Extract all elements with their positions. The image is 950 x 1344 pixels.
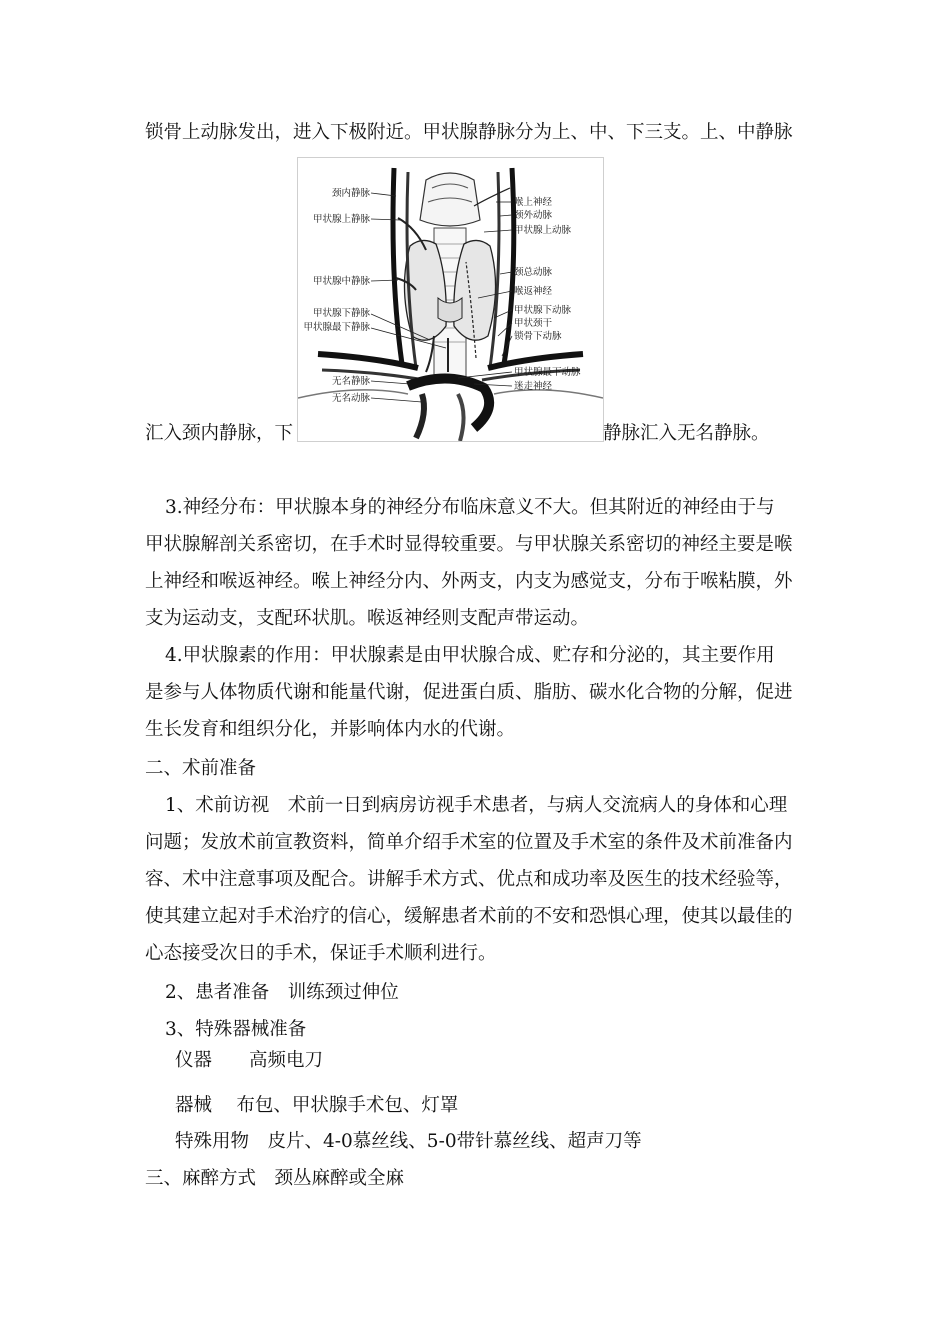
text-line: 问题；发放术前宣教资料，简单介绍手术室的位置及手术室的条件及术前准备内 bbox=[145, 832, 793, 853]
text-line: 特殊用物 皮片、4-0慕丝线、5-0带针慕丝线、超声刀等 bbox=[175, 1131, 642, 1152]
text-line: 生长发育和组织分化，并影响体内水的代谢。 bbox=[145, 719, 516, 740]
label-external-carotid-artery: 颈外动脉 bbox=[514, 210, 553, 221]
text-line: 4.甲状腺素的作用：甲状腺素是由甲状腺合成、贮存和分泌的，其主要作用 bbox=[165, 645, 775, 666]
label-vagus-nerve: 迷走神经 bbox=[514, 381, 553, 392]
thyroid-anatomy-illustration bbox=[298, 158, 603, 441]
label-recurrent-laryngeal-nerve: 喉返神经 bbox=[514, 286, 553, 297]
label-thyroid-ima-artery: 甲状腺最下动脉 bbox=[514, 367, 581, 378]
label-thyroid-ima-vein: 甲状腺最下静脉 bbox=[303, 322, 370, 333]
text-line: 甲状腺解剖关系密切，在手术时显得较重要。与甲状腺关系密切的神经主要是喉 bbox=[145, 534, 793, 555]
text-line: 3、特殊器械准备 bbox=[165, 1019, 307, 1040]
label-superior-thyroid-vein: 甲状腺上静脉 bbox=[312, 214, 370, 225]
text-line: 3.神经分布：甲状腺本身的神经分布临床意义不大。但其附近的神经由于与 bbox=[165, 497, 775, 518]
label-subclavian-artery: 锁骨下动脉 bbox=[514, 331, 562, 342]
label-innominate-artery: 无名动脉 bbox=[331, 393, 370, 404]
text-line: 2、患者准备 训练颈过伸位 bbox=[165, 982, 399, 1003]
text-line: 静脉汇入无名静脉。 bbox=[603, 423, 770, 444]
label-superior-thyroid-artery: 甲状腺上动脉 bbox=[514, 225, 572, 236]
label-common-carotid-artery: 颈总动脉 bbox=[514, 267, 553, 278]
label-inferior-thyroid-artery: 甲状腺下动脉 bbox=[514, 305, 572, 316]
text-line: 心态接受次日的手术，保证手术顺利进行。 bbox=[145, 943, 497, 964]
text-line: 锁骨上动脉发出，进入下极附近。甲状腺静脉分为上、中、下三支。上、中静脉 bbox=[145, 122, 793, 143]
text-line: 支为运动支，支配环状肌。喉返神经则支配声带运动。 bbox=[145, 608, 590, 629]
section-heading: 三、麻醉方式 颈丛麻醉或全麻 bbox=[145, 1168, 405, 1189]
text-line: 使其建立起对手术治疗的信心，缓解患者术前的不安和恐惧心理，使其以最佳的 bbox=[145, 906, 793, 927]
text-line: 上神经和喉返神经。喉上神经分内、外两支，内支为感觉支，分布于喉粘膜，外 bbox=[145, 571, 793, 592]
text-line: 器械 布包、甲状腺手术包、灯罩 bbox=[175, 1095, 459, 1116]
text-line: 1、术前访视 术前一日到病房访视手术患者，与病人交流病人的身体和心理 bbox=[165, 795, 788, 816]
text-line: 容、术中注意事项及配合。讲解手术方式、优点和成功率及医生的技术经验等， bbox=[145, 869, 793, 890]
label-thyrocervical-trunk: 甲状颈干 bbox=[514, 318, 553, 329]
label-inferior-thyroid-vein: 甲状腺下静脉 bbox=[312, 308, 370, 319]
label-superior-laryngeal-nerve: 喉上神经 bbox=[514, 197, 553, 208]
thyroid-anatomy-figure bbox=[297, 157, 604, 442]
text-line: 汇入颈内静脉，下 bbox=[145, 423, 294, 444]
section-heading: 二、术前准备 bbox=[145, 758, 257, 779]
label-internal-jugular-vein: 颈内静脉 bbox=[331, 188, 370, 199]
label-innominate-vein: 无名静脉 bbox=[331, 376, 370, 387]
text-line: 是参与人体物质代谢和能量代谢，促进蛋白质、脂肪、碳水化合物的分解，促进 bbox=[145, 682, 793, 703]
text-line: 仪器 高频电刀 bbox=[175, 1050, 324, 1071]
label-middle-thyroid-vein: 甲状腺中静脉 bbox=[312, 276, 370, 287]
